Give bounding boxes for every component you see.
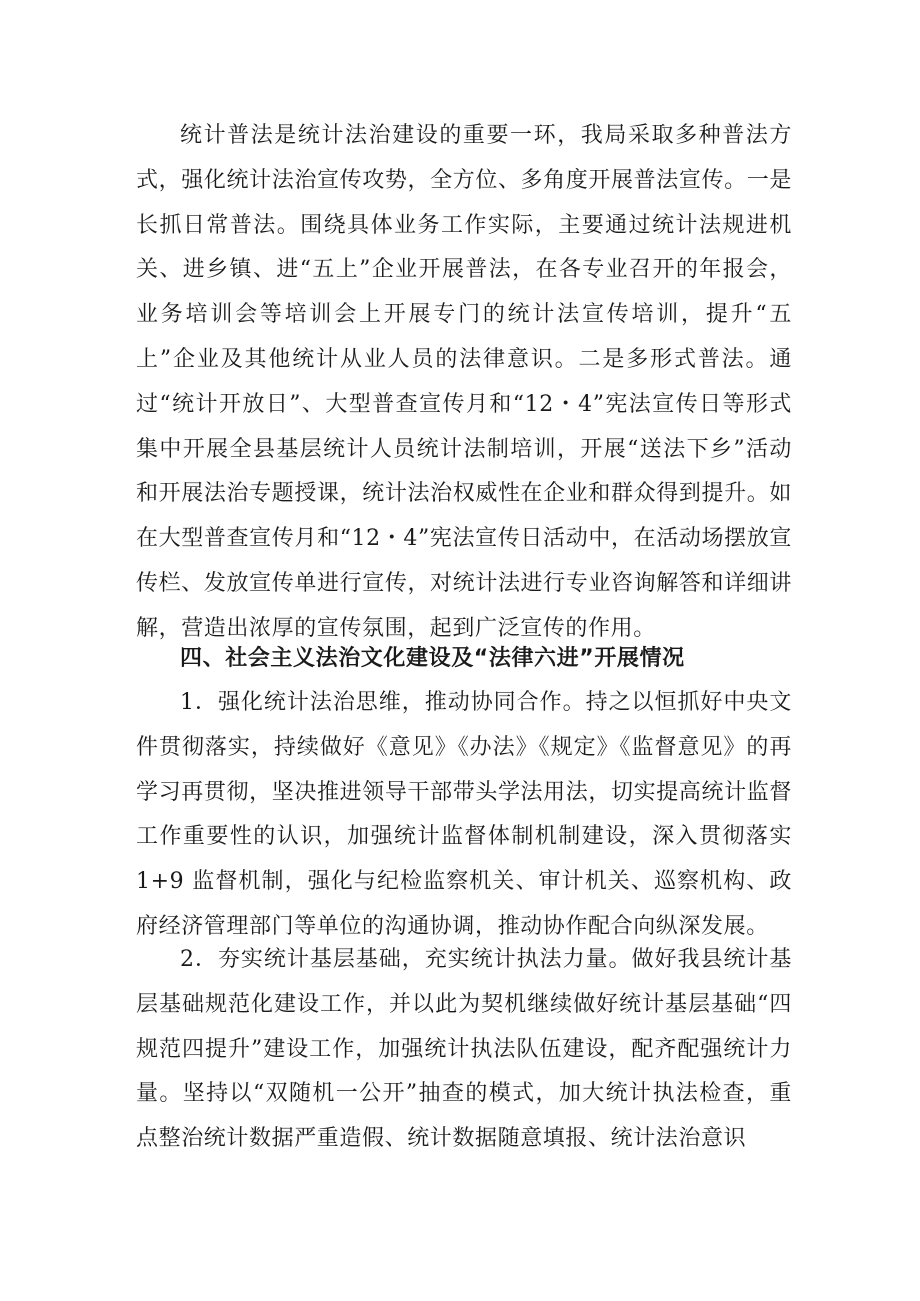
paragraph-statistics-law-publicity: 统计普法是统计法治建设的重要一环，我局采取多种普法方式，强化统计法治宣传攻势，全方位、多角度开展普法宣传。一是长抓日常普法。围绕具体业务工作实际，主要通过统计法规进机关、进乡镇、进“五上”企业开展普法，在各专业召开的年报会，业务培训会等培训会上开展专门的统计法宣传培训，提升“五上”企业及其他统计从业人员的法律意识。二是多形式普法。通过“统计开放日”、大型普查宣传月和“12・4”宪法宣传日等形式集中开展全县基层统计人员统计法制培训，开展“送法下乡”活动和开展法治专题授课，统计法治权威性在企业和群众得到提升。如在大型普查宣传月和“12・4”宪法宣传日活动中，在活动场摆放宣传栏、发放宣传单进行宣传，对统计法进行专业咨询解答和详细讲解，营造出浓厚的宣传氛围，起到广泛宣传的作用。 <box>136 123 792 641</box>
paragraph-item-1-rule-of-law-thinking: 1．强化统计法治思维，推动协同合作。持之以恒抓好中央文件贯彻落实，持续做好《意见》《办法》《规定》《监督意见》的再学习再贯彻，坚决推进领导干部带头学法用法，切实提高统计监督工作重要性的认识，加强统计监督体制机制建设，深入贯彻落实 1+9 监督机制，强化与纪检监察机关、审计机关、巡察机构、政府经济管理部门等单位的沟通协调，推动协作配合向纵深发展。 <box>136 690 792 939</box>
section-heading-legal-culture: 四、社会主义法治文化建设及“法律六进”开展情况 <box>180 646 685 671</box>
paragraph-item-2-grassroots-foundation: 2．夯实统计基层基础，充实统计执法力量。做好我县统计基层基础规范化建设工作，并以此为契机继续做好统计基层基础“四规范四提升”建设工作，加强统计执法队伍建设，配齐配强统计力量。坚持以“双随机一公开”抽查的模式，加大统计执法检查，重点整治统计数据严重造假、统计数据随意填报、统计法治意识 <box>136 947 792 1152</box>
